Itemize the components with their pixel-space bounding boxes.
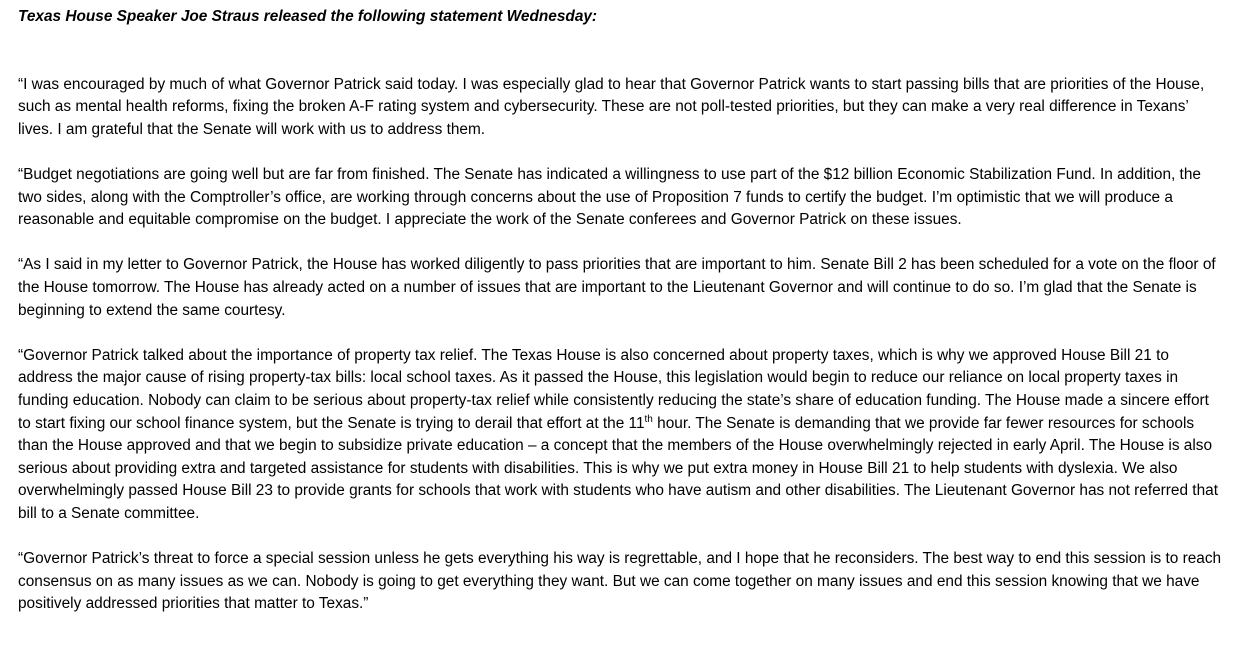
paragraph-3: “As I said in my letter to Governor Patrick, the House has worked diligently to pass priorities that are important to him. Senate Bill 2 has been scheduled for a vote on the floor of the House tomorrow. The House has already acted on a number of issues that are important to the Lieutenant Governor and will continue to do so. I’m glad that the Senate is beginning to extend the same courtesy. — [18, 256, 1216, 319]
paragraph-4 — [18, 345, 1223, 526]
paragraph-4-text-after: hour. The Senate is demanding that we provide far fewer resources for schools than the House approved and that we begin to subsidize private education – a concept that the members of the House overwhelmingly rejected in early April. The House is also serious about providing extra and targeted assistance for students with disabilities. This is why we put extra money in House Bill 21 to help students with dyslexia. We also overwhelmingly passed House Bill 23 to provide grants for schools that work with students who have autism and other disabilities. The Lieutenant Governor has not referred that bill to a Senate committee. — [18, 414, 1218, 522]
headline: Texas House Speaker Joe Straus released the following statement Wednesday: — [18, 8, 598, 25]
paragraph-1: “I was encouraged by much of what Governor Patrick said today. I was especially glad to hear that Governor Patrick wants to start passing bills that are priorities of the House, such as mental health reforms, fixing the broken A-F rating system and cybersecurity. These are not poll-tested priorities, but they can make a very real difference in Texans’ lives. I am grateful that the Senate will work with us to address them. — [18, 75, 1205, 138]
paragraph-4-text-before: “Governor Patrick talked about the importance of property tax relief. The Texas House is also concerned about property taxes, which is why we approved House Bill 21 to address the major cause of rising property-tax bills: local school taxes. As it passed the House, this legislation would begin to reduce our reliance on local property taxes in funding education. Nobody can claim to be serious about property-tax relief while consistently reducing the state’s share of education funding. The House made a sincere effort to start fixing our school finance system, but the Senate is trying to derail that effort at the 11 — [18, 346, 1209, 432]
paragraph-2: “Budget negotiations are going well but are far from finished. The Senate has indicated a willingness to use part of the $12 billion Economic Stabilization Fund. In addition, the two sides, along with the Comptroller’s office, are working through concerns about the use of Proposition 7 funds to certify the budget. I’m optimistic that we will produce a reasonable and equitable compromise on the budget. I appreciate the work of the Senate conferees and Governor Patrick on these issues. — [18, 165, 1201, 229]
ordinal-superscript: th — [644, 413, 653, 425]
statement-document — [18, 6, 1223, 638]
paragraph-5: “Governor Patrick’s threat to force a special session unless he gets everything his way is regrettable, and I hope that he reconsiders. The best way to end this session is to reach consensus on as many issues as we can. Nobody is going to get everything they want. But we can come together on many issues and end this session knowing that we have positively addressed priorities that matter to Texas.” — [18, 550, 1222, 613]
